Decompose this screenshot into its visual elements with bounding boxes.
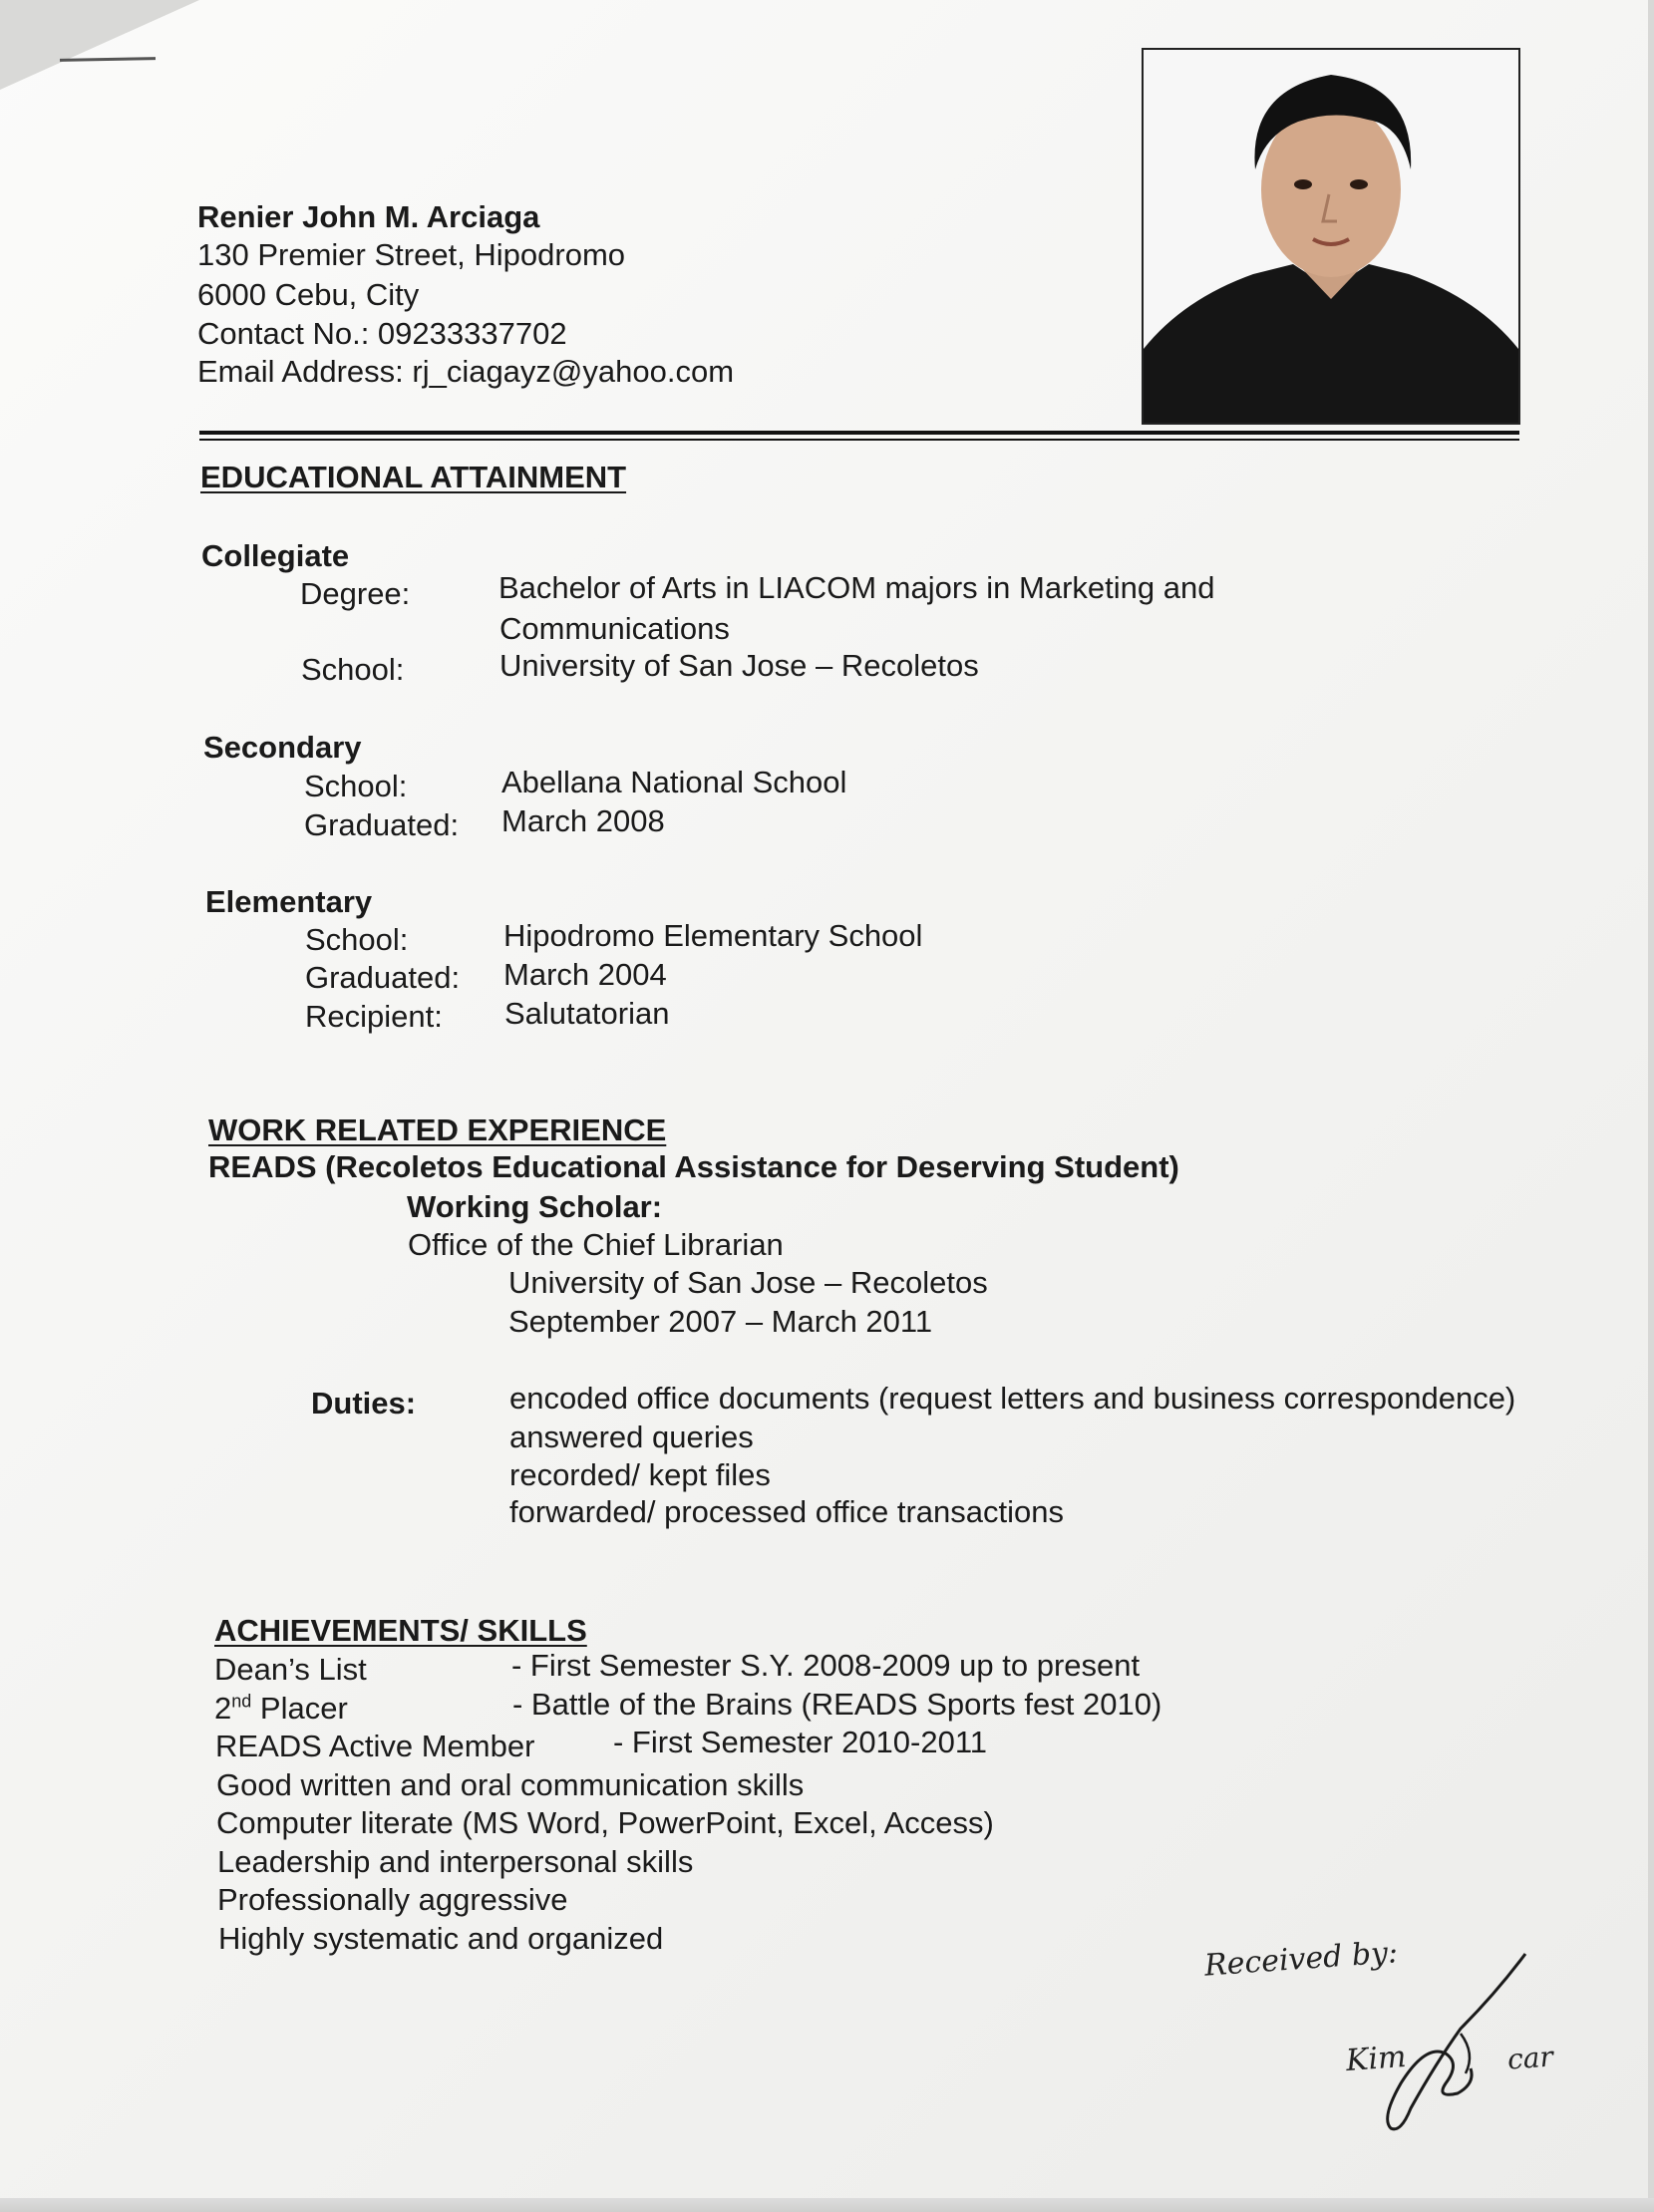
skill-item: Leadership and interpersonal skills — [217, 1844, 694, 1879]
signer-name: Kim — [1344, 2039, 1408, 2079]
elementary-school-value: Hipodromo Elementary School — [503, 918, 923, 953]
work-role: Working Scholar: — [407, 1189, 663, 1224]
work-university: University of San Jose – Recoletos — [508, 1265, 988, 1300]
signer-suffix: car — [1505, 2040, 1554, 2076]
deans-list-label: Dean’s List — [214, 1652, 367, 1687]
elementary-graduated-value: March 2004 — [503, 957, 667, 992]
signature-scrawl — [1196, 1934, 1595, 2153]
secondary-school-label: School: — [304, 769, 408, 803]
received-by-signature — [1196, 1934, 1595, 2153]
achievements-section-title: ACHIEVEMENTS/ SKILLS — [214, 1613, 587, 1648]
elementary-recipient-value: Salutatorian — [504, 996, 670, 1031]
secondary-school-value: Abellana National School — [501, 765, 847, 799]
work-section-title: WORK RELATED EXPERIENCE — [208, 1112, 667, 1147]
collegiate-heading: Collegiate — [201, 538, 350, 573]
skill-item: Professionally aggressive — [217, 1882, 568, 1917]
duty-item: recorded/ kept files — [509, 1457, 771, 1492]
college-school-label: School: — [301, 652, 405, 687]
address-line-1: 130 Premier Street, Hipodromo — [197, 237, 626, 272]
secondary-graduated-value: March 2008 — [501, 803, 665, 838]
elementary-heading: Elementary — [205, 884, 373, 919]
received-by-label: Received by: — [1203, 1935, 1400, 1984]
work-organization: READS (Recoletos Educational Assistance for Deserving Student) — [208, 1149, 1179, 1184]
degree-value-line-2: Communications — [499, 611, 730, 646]
secondary-graduated-label: Graduated: — [304, 807, 460, 842]
folded-corner — [0, 0, 199, 90]
duty-item: answered queries — [509, 1420, 754, 1454]
deans-list-detail: - First Semester S.Y. 2008-2009 up to present — [511, 1648, 1141, 1683]
duties-label: Duties: — [311, 1386, 417, 1421]
elementary-recipient-label: Recipient: — [305, 999, 443, 1034]
placer-detail: - Battle of the Brains (READS Sports fest 2010) — [512, 1687, 1162, 1722]
header-divider — [199, 431, 1519, 435]
placer-number: 2 — [214, 1691, 232, 1726]
work-office: Office of the Chief Librarian — [408, 1227, 784, 1262]
college-school-value: University of San Jose – Recoletos — [499, 648, 979, 683]
reads-member-label: READS Active Member — [215, 1729, 535, 1763]
education-section-title: EDUCATIONAL ATTAINMENT — [200, 460, 627, 494]
secondary-heading: Secondary — [203, 730, 362, 765]
email-address: Email Address: rj_ciagayz@yahoo.com — [197, 354, 735, 389]
elementary-school-label: School: — [305, 922, 409, 957]
duty-item: encoded office documents (request letters and business correspondence) — [509, 1381, 1516, 1416]
portrait-image — [1144, 50, 1518, 423]
applicant-photo — [1142, 48, 1520, 425]
header-divider-thin — [199, 439, 1519, 441]
placer-word: Placer — [251, 1691, 348, 1726]
skill-item: Highly systematic and organized — [218, 1921, 664, 1956]
degree-value-line-1: Bachelor of Arts in LIACOM majors in Marketing and — [498, 570, 1215, 605]
work-period: September 2007 – March 2011 — [508, 1304, 933, 1339]
reads-member-detail: - First Semester 2010-2011 — [613, 1725, 988, 1759]
degree-label: Degree: — [300, 576, 411, 611]
placer-label — [214, 1690, 348, 1728]
applicant-name: Renier John M. Arciaga — [197, 199, 540, 234]
skill-item: Computer literate (MS Word, PowerPoint, Excel, Access) — [216, 1805, 994, 1840]
contact-number: Contact No.: 09233337702 — [197, 316, 567, 351]
page-bottom-edge — [0, 2198, 1654, 2212]
placer-ordinal: nd — [231, 1691, 252, 1712]
elementary-graduated-label: Graduated: — [305, 960, 461, 995]
duty-item: forwarded/ processed office transactions — [509, 1494, 1065, 1529]
skill-item: Good written and oral communication skills — [216, 1767, 805, 1802]
address-line-2: 6000 Cebu, City — [197, 277, 420, 312]
page-edge — [1648, 0, 1654, 2212]
